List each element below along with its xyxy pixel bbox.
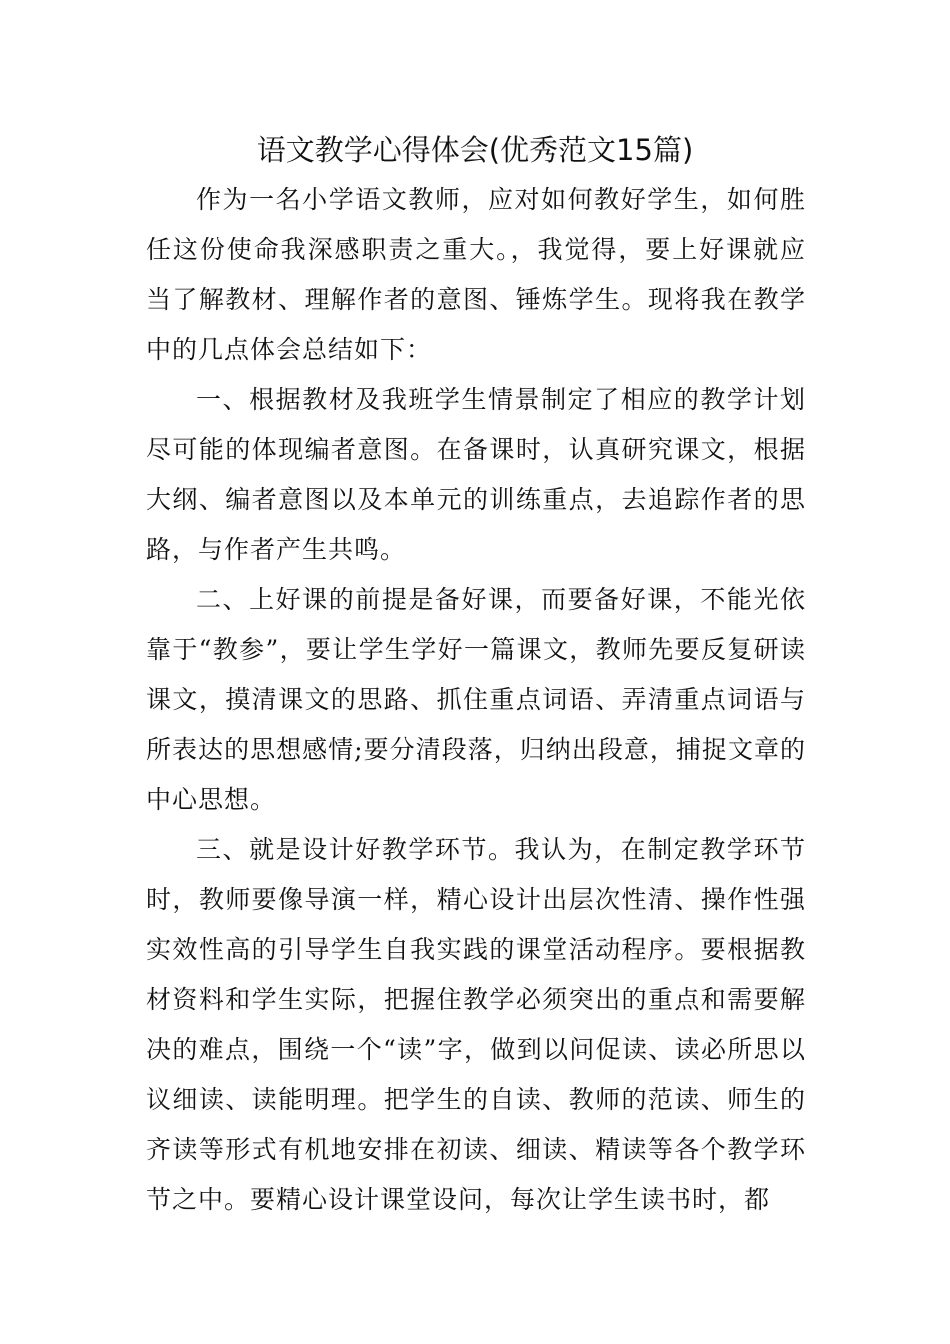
paragraph-point-one: 一、根据教材及我班学生情景制定了相应的教学计划尽可能的体现编者意图。在备课时，认真研究课文，根据大纲、编者意图以及本单元的训练重点，去追踪作者的思路，与作者产生共鸣。 bbox=[146, 385, 806, 564]
paragraph-intro: 作为一名小学语文教师，应对如何教好学生，如何胜任这份使命我深感职责之重大。，我觉得，要上好课就应当了解教材、理解作者的意图、锤炼学生。现将我在教学中的几点体会总结如下： bbox=[146, 185, 806, 364]
paragraph-point-two: 二、上好课的前提是备好课，而要备好课，不能光依靠于“教参”，要让学生学好一篇课文，教师先要反复研读课文，摸清课文的思路、抓住重点词语、弄清重点词语与所表达的思想感情;要分清段落，归纳出段意，捕捉文章的中心思想。 bbox=[146, 585, 806, 814]
document-body bbox=[146, 175, 806, 1225]
paragraph-point-three: 三、就是设计好教学环节。我认为，在制定教学环节时，教师要像导演一样，精心设计出层次性清、操作性强实效性高的引导学生自我实践的课堂活动程序。要根据教材资料和学生实际，把握住教学必须突出的重点和需要解决的难点，围绕一个“读”字，做到以问促读、读必所思以议细读、读能明理。把学生的自读、教师的范读、师生的齐读等形式有机地安排在初读、细读、精读等各个教学环节之中。要精心设计课堂设问，每次让学生读书时，都 bbox=[146, 835, 806, 1214]
document-title: 语文教学心得体会(优秀范文15篇) bbox=[256, 133, 694, 167]
